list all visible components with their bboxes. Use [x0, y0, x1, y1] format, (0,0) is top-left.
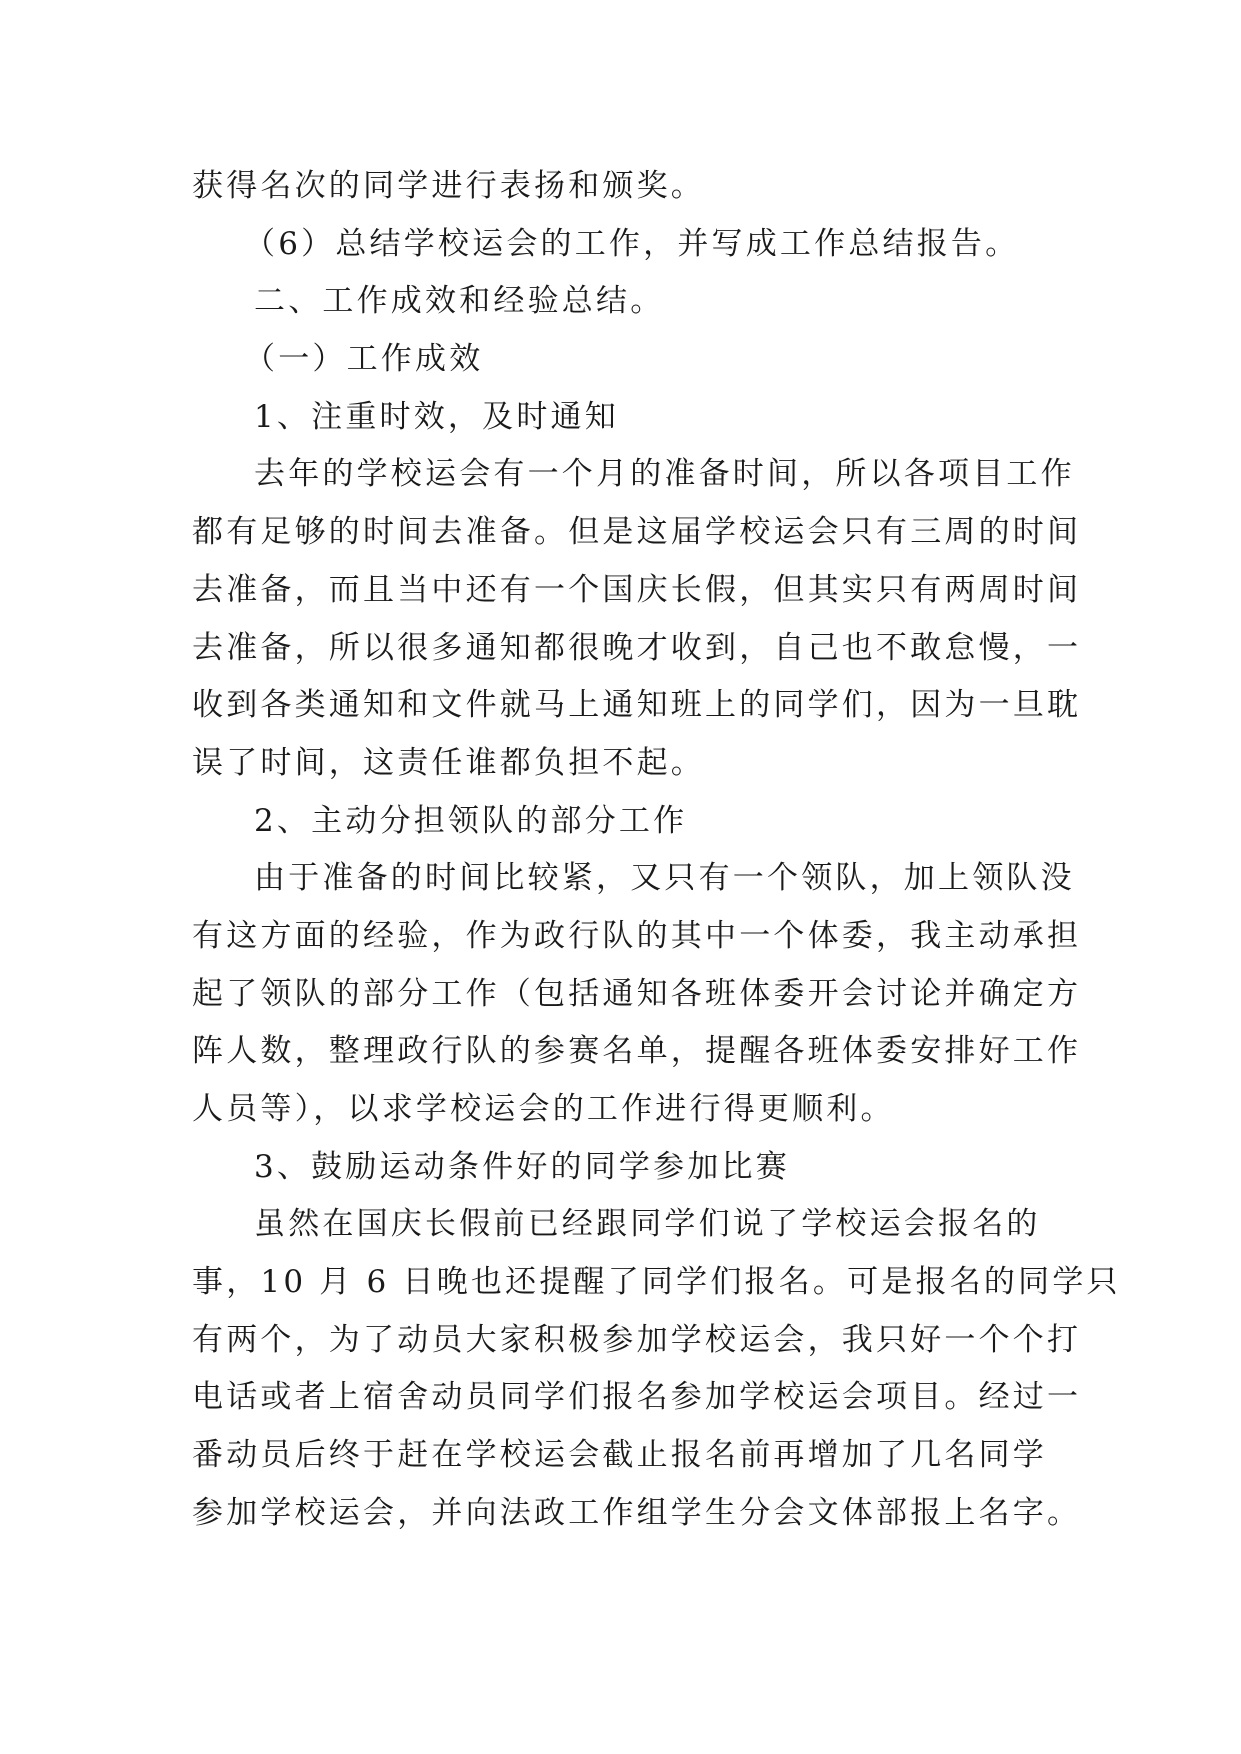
text-line: 起了领队的部分工作（包括通知各班体委开会讨论并确定方: [192, 975, 1082, 1012]
text-line: 收到各类通知和文件就马上通知班上的同学们，因为一旦耽: [192, 687, 1082, 724]
text-line: 由于准备的时间比较紧，又只有一个领队，加上领队没: [254, 860, 1075, 897]
text-line: 获得名次的同学进行表扬和颁奖。: [192, 168, 705, 204]
text-line: 参加学校运会，并向法政工作组学生分会文体部报上名字。: [192, 1494, 1082, 1531]
text-line: （一）工作成效: [244, 341, 484, 378]
text-line: 二、工作成效和经验总结。: [254, 283, 665, 320]
text-line: 去准备，而且当中还有一个国庆长假，但其实只有两周时间: [192, 571, 1082, 608]
text-line: 虽然在国庆长假前已经跟同学们说了学校运会报名的: [254, 1206, 1041, 1243]
text-line: 有两个，为了动员大家积极参加学校运会，我只好一个个打: [192, 1321, 1082, 1358]
text-line: 电话或者上宿舍动员同学们报名参加学校运会项目。经过一: [192, 1379, 1082, 1416]
text-line: 有这方面的经验，作为政行队的其中一个体委，我主动承担: [192, 917, 1082, 954]
document-body: [192, 158, 1121, 1543]
text-line: 去年的学校运会有一个月的准备时间，所以各项目工作: [254, 456, 1075, 493]
text-line: 事，10 月 6 日晚也还提醒了同学们报名。可是报名的同学只: [192, 1264, 1121, 1301]
text-line: 都有足够的时间去准备。但是这届学校运会只有三周的时间: [192, 514, 1082, 551]
text-line: 误了时间，这责任谁都负担不起。: [192, 744, 705, 781]
text-line: 番动员后终于赶在学校运会截止报名前再增加了几名同学: [192, 1437, 1047, 1474]
text-line: 2、主动分担领队的部分工作: [254, 802, 688, 839]
text-line: 人员等），以求学校运会的工作进行得更顺利。: [192, 1091, 895, 1127]
text-line: 1、注重时效，及时通知: [254, 398, 619, 435]
text-line: 阵人数，整理政行队的参赛名单，提醒各班体委安排好工作: [192, 1033, 1082, 1070]
text-line: 3、鼓励运动条件好的同学参加比赛: [254, 1148, 790, 1185]
text-line: （6）总结学校运会的工作，并写成工作总结报告。: [244, 225, 1020, 262]
text-line: 去准备，所以很多通知都很晚才收到，自己也不敢怠慢，一: [192, 629, 1082, 666]
